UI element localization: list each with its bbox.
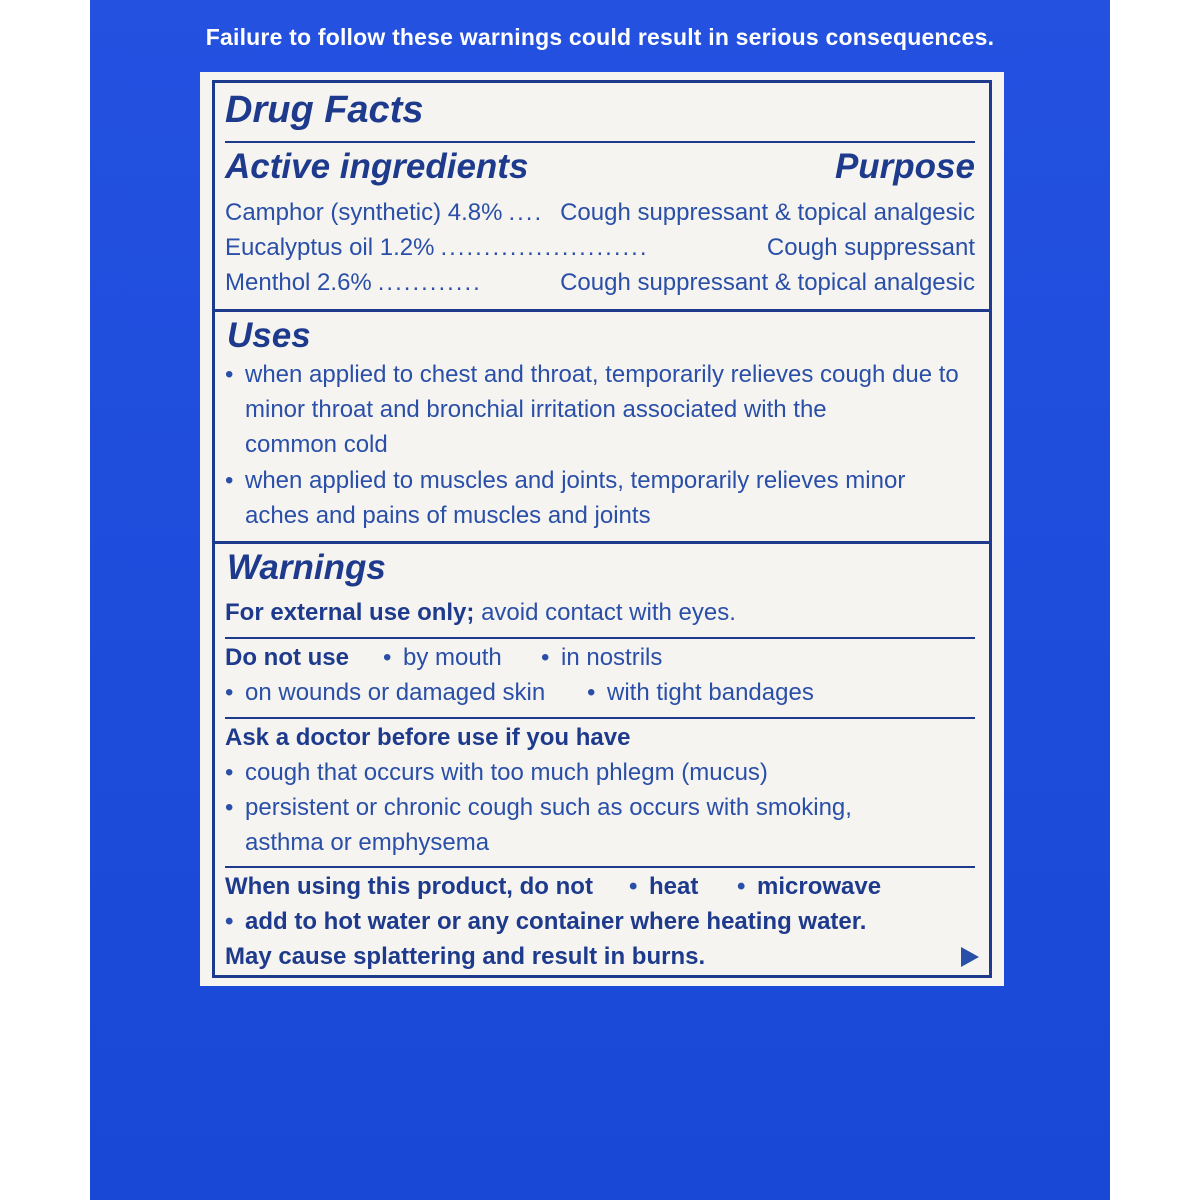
title-rule: [225, 141, 975, 143]
uses-section: [215, 309, 989, 541]
uses-item-line: aches and pains of muscles and joints: [245, 502, 651, 529]
header-warning: Failure to follow these warnings could result in serious consequences.: [205, 24, 995, 50]
bullet: •: [225, 467, 234, 494]
do-not-use-item: • in nostrils: [541, 641, 662, 675]
ingredient-purpose: Cough suppressant: [766, 234, 975, 261]
right-triangle-arrow-icon: [961, 947, 979, 967]
drug-facts-box: [212, 80, 992, 978]
do-not-use-item: • with tight bandages: [587, 676, 814, 710]
ingredient-row: [225, 234, 975, 268]
active-ingredients-heading: Active ingredients: [225, 147, 529, 186]
leader-dots: ........................: [440, 234, 649, 261]
uses-heading: Uses: [227, 316, 311, 355]
do-not-use-item: • on wounds or damaged skin: [225, 676, 545, 710]
bullet: •: [737, 873, 746, 900]
active-ingredients-section: [215, 83, 989, 309]
bullet: •: [541, 644, 550, 671]
when-using-item: • microwave: [737, 870, 881, 904]
bullet: •: [225, 679, 234, 706]
ingredient-purpose: Cough suppressant & topical analgesic: [560, 199, 975, 226]
when-using-caution: May cause splattering and result in burns.: [225, 943, 706, 970]
bullet: •: [225, 361, 234, 388]
ingredient-name: Camphor (synthetic) 4.8%: [225, 199, 503, 226]
bullet: •: [225, 759, 234, 786]
do-not-use-label: Do not use: [225, 644, 349, 671]
ask-doctor-item-line: asthma or emphysema: [245, 829, 490, 856]
bullet: •: [587, 679, 596, 706]
ingredient-row: [225, 269, 975, 303]
bullet: •: [225, 794, 234, 821]
leader-dots: ....: [508, 199, 544, 226]
uses-item-line: common cold: [245, 431, 388, 458]
warnings-section: [215, 541, 989, 975]
uses-item: [225, 358, 959, 392]
external-use-line: [225, 596, 736, 630]
ingredient-row: [225, 199, 975, 233]
ingredient-purpose: Cough suppressant & topical analgesic: [560, 269, 975, 296]
when-using-heading: When using this product, do not: [225, 873, 593, 900]
when-using-item: • heat: [629, 870, 698, 904]
bullet: •: [629, 873, 638, 900]
ask-doctor-item: • cough that occurs with too much phlegm (mucus): [225, 756, 768, 790]
uses-item-line: minor throat and bronchial irritation associated with the: [245, 396, 827, 423]
warnings-heading: Warnings: [227, 548, 386, 587]
ingredient-name: Eucalyptus oil 1.2%: [225, 234, 435, 261]
bullet: •: [225, 908, 234, 935]
uses-item-line: when applied to muscles and joints, temporarily relieves minor: [245, 467, 906, 494]
ask-doctor-heading: Ask a doctor before use if you have: [225, 724, 631, 751]
uses-item-line: when applied to chest and throat, temporarily relieves cough due to: [245, 361, 959, 388]
external-use-bold: For external use only;: [225, 599, 475, 626]
do-not-use-item: • by mouth: [383, 641, 502, 675]
external-use-text: avoid contact with eyes.: [474, 599, 736, 626]
drug-facts-title: Drug Facts: [225, 89, 424, 131]
warnings-rule: [225, 717, 975, 719]
leader-dots: ............: [377, 269, 482, 296]
bullet: •: [383, 644, 392, 671]
when-using-item: • add to hot water or any container where heating water.: [225, 905, 866, 939]
drug-facts-label: [200, 72, 1004, 986]
ask-doctor-item: • persistent or chronic cough such as occurs with smoking,: [225, 791, 852, 825]
warnings-rule: [225, 866, 975, 868]
purpose-heading: Purpose: [834, 147, 975, 186]
warnings-rule: [225, 637, 975, 639]
ingredient-name: Menthol 2.6%: [225, 269, 372, 296]
uses-item: [225, 464, 905, 498]
